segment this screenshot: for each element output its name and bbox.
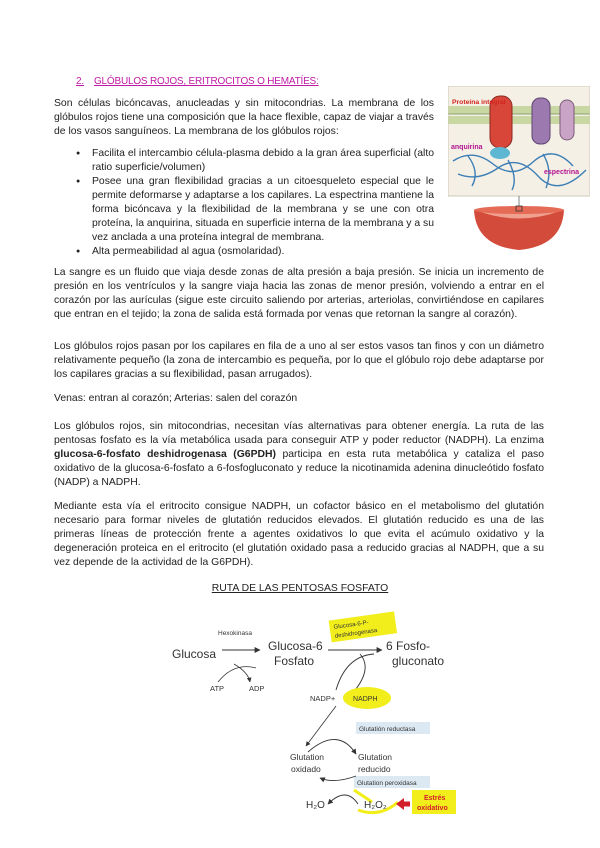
glutathione-reductase-label: Glutatión reductasa	[359, 726, 416, 733]
arrow	[336, 654, 374, 690]
section-title: GLÓBULOS ROJOS, ERITROCITOS O HEMATÍES:	[93, 76, 319, 87]
g6p-label-line2: Fosfato	[274, 654, 315, 668]
oxidative-stress-label-line1: Estrés	[424, 795, 446, 802]
pentose-pathway-diagram	[160, 606, 480, 816]
glutathione-paragraph: Mediante esta vía el eritrocito consigue NADPH, un cofactor básico en el metabolismo del glutatión necesario para formar niveles de glutatión reducidos elevados. El glutatión reducido es una de las primeras líneas de protección frente a agentes oxidativos lo que evita el acúmulo oxidativo y la degeneración proteica en el eritrocito (el glutatión oxidado pasa a reducido gracias al NADPH, que a su vez depende de la actividad de la G6PDH).	[54, 501, 544, 568]
arrow	[328, 795, 358, 804]
adp-label: ADP	[249, 684, 265, 693]
water-label: H₂O	[306, 800, 325, 811]
capillaries-paragraph: Los glóbulos rojos pasan por los capilares en fila de a uno al ser estos vasos tan finos y con un diámetro relativamente pequeño (la zona de intercambio es pequeña, por lo que el glóbulo rojo debe adaptarse por los capilares gracias a su flexibilidad, pasan arrugados).	[54, 341, 544, 380]
hydrogen-peroxide-label: H₂O₂	[364, 800, 387, 811]
pathway-title: RUTA DE LAS PENTOSAS FOSFATO	[211, 583, 389, 594]
oxidative-stress-label-line2: oxidativo	[417, 805, 448, 812]
section-number: 2.	[76, 76, 84, 87]
ankyrin-label: anquirina	[451, 144, 483, 151]
veins-arteries-note: Venas: entran al corazón; Arterias: salen del corazón	[54, 393, 298, 404]
protein	[532, 98, 550, 144]
section-heading	[76, 76, 319, 87]
intro-paragraph: Son células bicóncavas, anucleadas y sin mitocondrias. La membrana de los glóbulos rojos tiene una composición que la hace flexible, capaz de viajar a través de los vasos sanguíneos. La membrana de los glóbulos rojos:	[54, 98, 434, 137]
blood-flow-paragraph: La sangre es un fluido que viaja desde zonas de alta presión a baja presión. Se inicia un incremento de presión en los ventrículos y la sangre viaja hacia las zonas de menor presión, volviendo a entrar en el corazón por las aurículas (sigue este circuito saliendo por arterias, arteriolas, convirtiéndose en capilares que entran en el tejido; la zona de salida está formada por venas que retornan la sangre al corazón).	[54, 267, 544, 320]
atp-label: ATP	[210, 684, 225, 693]
integral-protein-label: Proteína integral	[452, 99, 506, 106]
nadph-label: NADPH	[353, 696, 378, 703]
g6pdh-tag	[329, 611, 397, 642]
ankyrin-shape	[490, 147, 510, 159]
hexokinase-label: Hexokinasa	[218, 630, 252, 637]
spectrin-label: espectrina	[544, 169, 580, 176]
glutathione-reduced-line2: reducido	[358, 764, 391, 774]
glutathione-peroxidase-label: Glutation peroxidasa	[357, 780, 417, 787]
nadp-label: NADP+	[310, 694, 336, 703]
glucose-label: Glucosa	[172, 647, 217, 661]
list-item: ● Posee una gran flexibilidad gracias a un citoesqueleto especial que le permite deformarse y adaptarse a los capilares. La espectrina mantiene la forma bicóncava y la flexibilidad de la membrana y se une con otra proteína, la anquirina, situada en superficie interna de la membrana y a su vez anclada a una proteína integral de membrana.	[76, 175, 434, 245]
membrane-figure	[448, 86, 590, 258]
g6pdh-label-line1: Glucosa-6-P-	[333, 620, 370, 631]
glutathione-reduced-line1: Glutation	[358, 752, 393, 762]
pentose-text-end: participa en esta ruta metabólica y cataliza el paso oxidativo de la glucosa-6-fosfato a 6-fosfogluconato y reduce la nicotinamida adenina dinucleótido fosfato (NADP) a NADPH.	[54, 449, 544, 488]
enzyme-name: glucosa-6-fosfato deshidrogenasa (G6PDH)	[54, 449, 276, 460]
protein	[560, 100, 574, 140]
g6p-label-line1: Glucosa-6	[268, 639, 323, 653]
phosphogluconate-label-line2: gluconato	[392, 654, 445, 668]
arrow	[218, 667, 256, 682]
list-item: ● Alta permeabilidad al agua (osmolaridad).	[76, 245, 434, 259]
membrane-properties-list	[76, 147, 434, 259]
glutathione-oxidized-line1: Glutation	[290, 752, 325, 762]
phosphogluconate-label-line1: 6 Fosfo-	[386, 639, 431, 653]
glutathione-oxidized-line2: oxidado	[291, 764, 321, 774]
pentose-text-start: Los glóbulos rojos, sin mitocondrias, necesitan vías alternativas para obtener energía. La ruta de las pentosas fosfato es la vía metabólica usada para conseguir ATP y poder reductor (NADPH). La enzima	[54, 421, 544, 446]
arrow	[320, 776, 356, 781]
list-item: ● Facilita el intercambio célula-plasma debido a la gran área superficial (alto ratio superficie/volumen)	[76, 147, 434, 175]
pentose-paragraph	[54, 420, 544, 490]
g6pdh-label-line2: deshidrogenasa	[334, 627, 378, 640]
